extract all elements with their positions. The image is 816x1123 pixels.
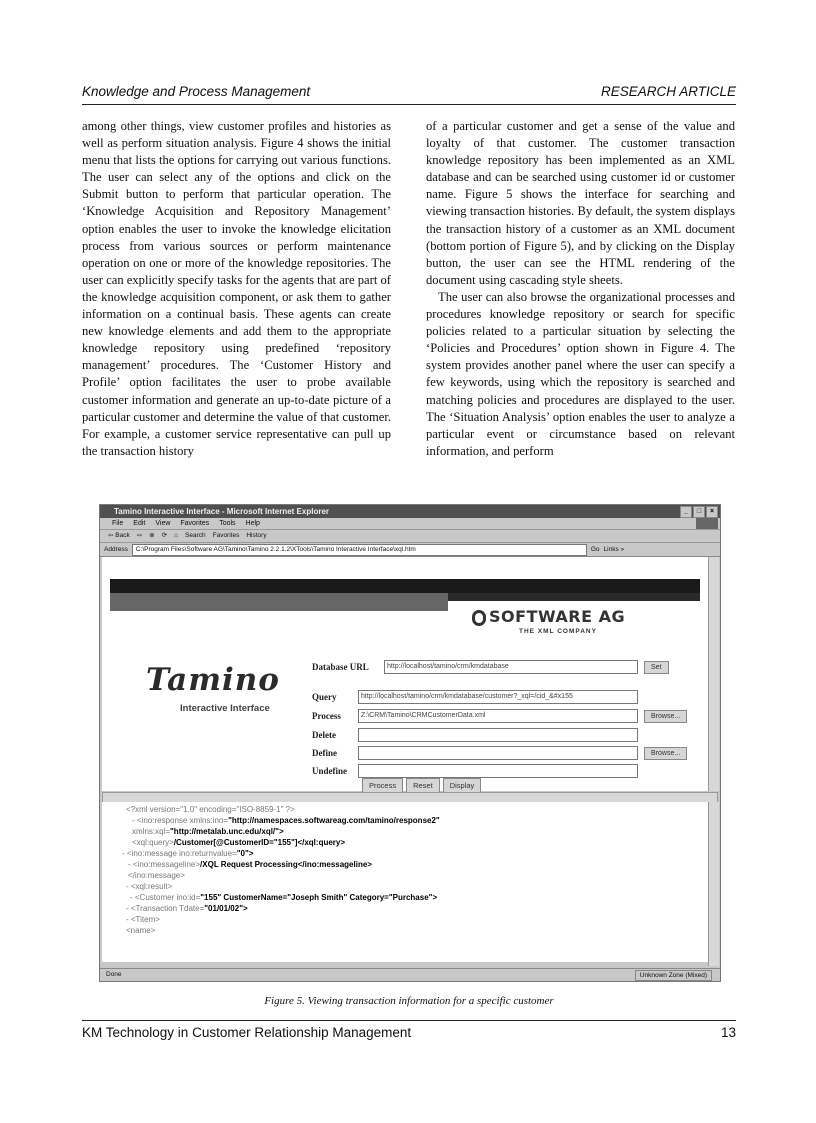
banner-bar: [448, 593, 700, 601]
text-column-left: [82, 118, 391, 460]
software-ag-icon: [472, 610, 486, 626]
scrollbar[interactable]: [708, 557, 719, 791]
ie-logo-icon: [696, 518, 718, 529]
menu-bar: [100, 518, 720, 530]
page-number: 13: [720, 1025, 736, 1040]
process-label: Process: [312, 711, 341, 721]
delete-label: Delete: [312, 730, 336, 740]
banner-bar: [110, 579, 700, 593]
tamino-subtitle: Interactive Interface: [180, 703, 270, 714]
menu-help[interactable]: Help: [245, 520, 260, 527]
database-url-row: [312, 660, 669, 674]
window-titlebar: [100, 505, 720, 518]
running-header: [82, 84, 736, 99]
menu-favorites[interactable]: Favorites: [180, 520, 210, 527]
figure-caption: Figure 5. Viewing transaction information for a specific customer: [264, 995, 554, 1007]
paragraph: among other things, view customer profiles and histories as well as perform situation analysis. Figure 4 shows the initial menu that lists the options for carrying out various functions. The user can select any of the options and click on the Submit button to perform that particular operation. The ‘Knowledge Acquisition and Repository Management’ option enables the user to invoke the knowledge elicitation process from various sources or perform maintenance operation on one or more of the knowledge repositories. The user can explicitly specify tasks for the agents that are part of the knowledge acquisition component, or ask them to gather information on a continual basis. These agents can create new knowledge elements and add them to the appropriate knowledge repository using predefined ‘repository management’ procedures. The ‘Customer History and Profile’ option facilitates the user to probe available customer information and generate an up-to-date picture of a particular customer and determine the value of that customer. For example, a customer service representative can pull up the transaction history: [82, 119, 391, 458]
journal-title: Knowledge and Process Management: [82, 84, 311, 99]
forward-button[interactable]: ⇨: [136, 532, 143, 539]
menu-view[interactable]: View: [155, 520, 171, 527]
browse-button[interactable]: Browse...: [644, 747, 687, 760]
process-button[interactable]: Process: [362, 778, 403, 793]
define-input[interactable]: [358, 746, 638, 760]
delete-row: [312, 728, 638, 742]
undefine-input[interactable]: [358, 764, 638, 778]
query-input[interactable]: http://localhost/tamino/crm/kmdatabase/customer?_xql=/cid_&#x155: [358, 690, 638, 704]
footer-title: KM Technology in Customer Relationship Management: [82, 1025, 412, 1040]
search-button[interactable]: Search: [185, 532, 206, 539]
footer-rule: [82, 1020, 736, 1021]
form-buttons: [362, 778, 481, 793]
history-button[interactable]: History: [246, 532, 267, 539]
banner-bar: [110, 593, 448, 611]
define-label: Define: [312, 748, 337, 758]
favorites-button[interactable]: Favorites: [212, 532, 240, 539]
delete-input[interactable]: [358, 728, 638, 742]
menu-file[interactable]: File: [112, 520, 124, 527]
database-url-input[interactable]: http://localhost/tamino/crm/kmdatabase: [384, 660, 638, 674]
undefine-label: Undefine: [312, 766, 348, 776]
toolbar: [100, 530, 720, 543]
set-button[interactable]: Set: [644, 661, 669, 674]
display-button[interactable]: Display: [443, 778, 482, 793]
reset-button[interactable]: Reset: [406, 778, 440, 793]
header-rule: [82, 104, 736, 105]
status-text: Done: [106, 971, 122, 978]
page-pane: [102, 557, 708, 791]
home-icon[interactable]: ⌂: [174, 532, 178, 539]
text-column-right: [426, 118, 735, 460]
process-row: [312, 709, 687, 723]
window-title: Tamino Interactive Interface - Microsoft Internet Explorer: [114, 507, 330, 516]
scrollbar[interactable]: [708, 802, 719, 966]
links-button[interactable]: Links »: [603, 546, 625, 553]
address-label: Address: [104, 546, 128, 553]
stop-icon[interactable]: ⊗: [149, 532, 155, 539]
query-row: [312, 690, 638, 704]
paragraph: of a particular customer and get a sense of the value and loyalty of that customer. The customer transaction knowledge repository has been implemented as an XML database and can be searched using customer id or customer name. Figure 5 shows the interface for searching and viewing transaction histories. By default, the system displays the transaction history of a customer as an XML document (bottom portion of Figure 5), and by clicking on the Display button, the user can see the HTML rendering of the document using cascading style sheets.: [426, 119, 735, 287]
menu-edit[interactable]: Edit: [133, 520, 146, 527]
query-label: Query: [312, 692, 337, 702]
process-input[interactable]: Z:\CRM\Tamino\CRMCustomerData.xml: [358, 709, 638, 723]
running-footer: [82, 1025, 736, 1040]
software-ag-logo: SOFTWARE AG: [472, 607, 625, 626]
go-button[interactable]: Go: [590, 546, 600, 553]
browse-button[interactable]: Browse...: [644, 710, 687, 723]
security-zone: Unknown Zone (Mixed): [635, 970, 712, 981]
figure-screenshot: [99, 504, 721, 982]
minimize-icon[interactable]: _: [680, 506, 692, 518]
brand-tagline: THE XML COMPANY: [519, 628, 597, 635]
database-url-label: Database URL: [312, 662, 369, 672]
xml-output-pane: <?xml version="1.0" encoding="ISO-8859-1" ?> - <ino:response xmlns:ino="http://namespaces.softwareag.com/tamino/response2" xmlns:xql="http://metalab.unc.edu/xql/"> <xql:query>/Customer[@CustomerID="155"]</xql:query> - <ino:message ino:returnvalue="0"> - <ino:messageline>/XQL Request Processing</ino:messageline> </ino:message> - <xql:result> - <Customer ino:id="155" CustomerName="Joseph Smith" Category="Purchase"> - <Transaction Tdate="01/01/02"> - <Titem> <name>: [102, 802, 708, 962]
address-input[interactable]: C:\Program Files\Software AG\Tamino\Tamino 2.2.1.2\XTools\Tamino Interactive Interface\xql.htm: [132, 544, 587, 556]
status-bar: [100, 968, 720, 981]
article-type: RESEARCH ARTICLE: [600, 84, 736, 99]
menu-tools[interactable]: Tools: [219, 520, 236, 527]
back-button[interactable]: ⇦ Back: [108, 532, 130, 539]
refresh-icon[interactable]: ⟳: [161, 532, 168, 539]
address-bar: [100, 543, 720, 557]
tamino-logo: Tamino: [146, 662, 280, 698]
close-icon[interactable]: ×: [706, 506, 718, 518]
paragraph: The user can also browse the organizational processes and procedures knowledge repository or search for specific policies related to a particular situation by selecting the ‘Policies and Procedures’ option shown in Figure 4. The system provides another panel where the user can specify a few keywords, using which the repository is searched and matching policies and procedures are displayed to the user. The ‘Situation Analysis’ option enables the user to analyze a particular event or circumstance based on relevant information, and perform: [426, 289, 735, 458]
maximize-icon[interactable]: □: [693, 506, 705, 518]
define-row: [312, 746, 687, 760]
undefine-row: [312, 764, 638, 778]
